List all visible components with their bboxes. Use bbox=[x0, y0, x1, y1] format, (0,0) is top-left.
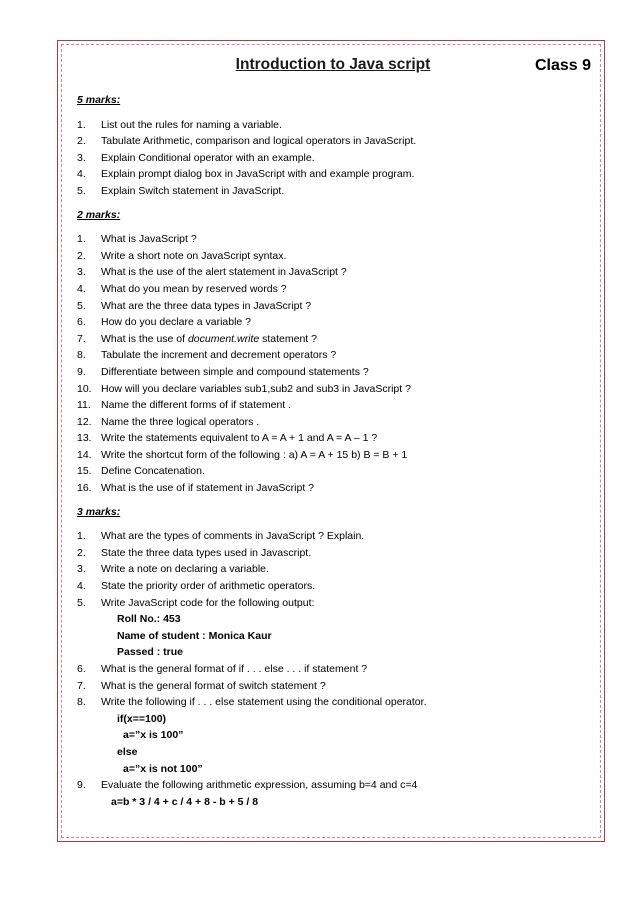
list-item: 6. What is the general format of if . . . else . . . if statement ? bbox=[77, 663, 368, 675]
list-item: 9. Evaluate the following arithmetic expression, assuming b=4 and c=4 bbox=[77, 779, 418, 792]
section-heading-3-marks: 3 marks: bbox=[77, 505, 121, 518]
page-title: Introduction to Java script bbox=[235, 56, 431, 73]
list-item: 5. What are the three data types in JavaScript ? bbox=[77, 299, 312, 312]
list-item: 9. Differentiate between simple and compound statements ? bbox=[77, 365, 369, 378]
code-line: if(x==100) bbox=[117, 712, 167, 725]
code-line: a=”x is 100” bbox=[123, 729, 184, 742]
list-item: 12. Name the three logical operators . bbox=[77, 415, 260, 428]
list-item: 13. Write the statements equivalent to A = A + 1 and A = A – 1 ? bbox=[77, 432, 378, 445]
five-marks-list bbox=[77, 117, 589, 200]
list-item: 11. Name the different forms of if statement . bbox=[77, 399, 292, 412]
output-line-name: Name of student : Monica Kaur bbox=[117, 629, 272, 642]
list-item: 4. Explain prompt dialog box in JavaScript with and example program. bbox=[77, 168, 415, 181]
section-heading-5-marks: 5 marks: bbox=[77, 94, 121, 106]
list-item: 2. Write a short note on JavaScript syntax. bbox=[77, 249, 287, 262]
list-item: 3. Write a note on declaring a variable. bbox=[77, 563, 269, 576]
three-marks-list bbox=[77, 528, 589, 810]
list-item: 3. Explain Conditional operator with an example. bbox=[77, 151, 315, 164]
list-item: 1. What are the types of comments in JavaScript ? Explain. bbox=[77, 530, 365, 543]
output-line-roll: Roll No.: 453 bbox=[117, 613, 181, 626]
list-item: 5. Explain Switch statement in JavaScript. bbox=[77, 184, 285, 197]
code-line: else bbox=[117, 745, 138, 758]
list-item: 10. How will you declare variables sub1,sub2 and sub3 in JavaScript ? bbox=[77, 382, 411, 395]
list-item: 7. What is the general format of switch statement ? bbox=[77, 679, 326, 692]
list-item: 4. What do you mean by reserved words ? bbox=[77, 282, 287, 295]
list-item: 2. Tabulate Arithmetic, comparison and logical operators in JavaScript. bbox=[77, 135, 417, 148]
list-item: 15. Define Concatenation. bbox=[77, 465, 205, 478]
list-item: 1. What is JavaScript ? bbox=[77, 233, 197, 246]
list-item: 14. Write the shortcut form of the following : a) A = A + 15 b) B = B + 1 bbox=[77, 448, 408, 461]
header bbox=[77, 54, 589, 86]
list-item: 16. What is the use of if statement in JavaScript ? bbox=[77, 482, 315, 495]
class-label: Class 9 bbox=[534, 57, 591, 74]
two-marks-list bbox=[77, 231, 589, 497]
list-item: 7. What is the use of document.write statement ? bbox=[77, 332, 317, 345]
list-item: 4. State the priority order of arithmetic operators. bbox=[77, 580, 316, 593]
list-item: 3. What is the use of the alert statement in JavaScript ? bbox=[77, 266, 347, 279]
list-item: 8. Write the following if . . . else statement using the conditional operator. bbox=[77, 696, 427, 709]
list-item: 8. Tabulate the increment and decrement operators ? bbox=[77, 349, 337, 362]
list-item: 6. How do you declare a variable ? bbox=[77, 316, 252, 329]
list-item: 5. Write JavaScript code for the following output: bbox=[77, 596, 315, 609]
output-line-passed: Passed : true bbox=[117, 646, 183, 659]
code-line: a=”x is not 100” bbox=[123, 762, 203, 775]
section-heading-2-marks: 2 marks: bbox=[77, 208, 121, 221]
list-item: 1. List out the rules for naming a variable. bbox=[77, 118, 282, 131]
document-body bbox=[77, 54, 589, 810]
list-item: 2. State the three data types used in Javascript. bbox=[77, 546, 312, 559]
expression-line: a=b * 3 / 4 + c / 4 + 8 - b + 5 / 8 bbox=[111, 795, 259, 808]
